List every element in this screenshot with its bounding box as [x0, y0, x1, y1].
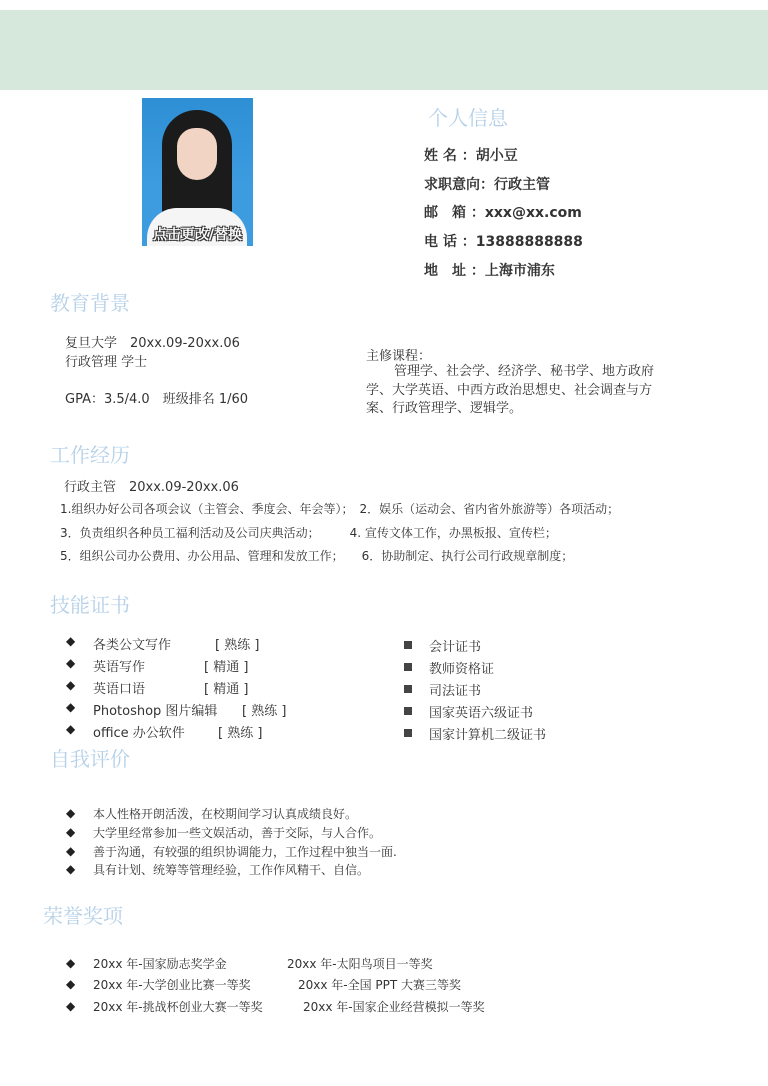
name-label: 姓 名 ： — [424, 148, 476, 164]
diamond-bullet-icon: ◆ — [66, 844, 76, 858]
self-eval-line: 善于沟通，有较强的组织协调能力，工作过程中独当一面. — [93, 845, 397, 859]
cert-item: 司法证书 — [429, 684, 482, 699]
photo-caption: 点击更改/替换 — [152, 227, 243, 243]
diamond-bullet-icon: ◆ — [66, 700, 76, 714]
diamond-bullet-icon: ◆ — [66, 956, 76, 970]
square-bullet-icon — [404, 729, 412, 737]
cert-item: 会计证书 — [429, 640, 482, 655]
diamond-bullet-icon: ◆ — [66, 678, 76, 692]
diamond-bullet-icon: ◆ — [66, 806, 76, 820]
cert-item: 教师资格证 — [429, 662, 495, 677]
work-duty-line: 1.组织办好公司各项会议（主管会、季度会、年会等）； 2．娱乐（运动会、省内省外旅游等）各项活动； — [60, 502, 620, 516]
address-row — [424, 260, 555, 280]
job-row — [424, 174, 550, 194]
personal-info-title: 个人信息 — [428, 106, 508, 130]
diamond-bullet-icon: ◆ — [66, 977, 76, 991]
square-bullet-icon — [404, 663, 412, 671]
skills-title: 技能证书 — [50, 593, 130, 617]
self-eval-line: 本人性格开朗活泼，在校期间学习认真成绩良好。 — [93, 807, 358, 821]
self-eval-title: 自我评价 — [50, 747, 130, 771]
work-role: 行政主管 20xx.09-20xx.06 — [64, 480, 239, 495]
square-bullet-icon — [404, 707, 412, 715]
profile-photo[interactable] — [142, 98, 253, 246]
diamond-bullet-icon: ◆ — [66, 656, 76, 670]
honor-item: 20xx 年-太阳鸟项目一等奖 — [287, 957, 433, 971]
work-title: 工作经历 — [50, 443, 130, 467]
job-value: 行政主管 — [494, 177, 550, 193]
honor-item: 20xx 年-挑战杯创业大赛一等奖 — [93, 1000, 263, 1014]
education-title: 教育背景 — [50, 291, 130, 315]
email-label: 邮 箱 ： — [424, 205, 485, 221]
diamond-bullet-icon: ◆ — [66, 999, 76, 1013]
honor-item: 20xx 年-全国 PPT 大赛三等奖 — [298, 978, 462, 992]
square-bullet-icon — [404, 641, 412, 649]
email-value: xxx@xx.com — [484, 205, 582, 221]
work-duty-line: 5．组织公司办公费用、办公用品、管理和发放工作； 6．协助制定、执行公司行政规章制度； — [60, 549, 574, 563]
phone-row — [424, 231, 583, 251]
name-value: 胡小豆 — [475, 148, 518, 164]
self-eval-line: 大学里经常参加一些文娱活动，善于交际，与人合作。 — [93, 826, 382, 840]
diamond-bullet-icon: ◆ — [66, 722, 76, 736]
skill-level: [ 熟练 ] — [242, 704, 287, 719]
skill-level: [ 精通 ] — [204, 660, 249, 675]
honor-item: 20xx 年-大学创业比赛一等奖 — [93, 978, 251, 992]
education-major: 行政管理 学士 — [65, 355, 148, 370]
skill-name: 英语写作 — [93, 660, 146, 675]
photo-face — [177, 128, 217, 180]
address-value: 上海市浦东 — [484, 263, 555, 279]
phone-value: 13888888888 — [475, 234, 583, 250]
diamond-bullet-icon: ◆ — [66, 862, 76, 876]
self-eval-line: 具有计划、统筹等管理经验，工作作风精干、自信。 — [93, 863, 370, 877]
skill-name: office 办公软件 — [93, 726, 185, 741]
name-row — [424, 145, 518, 165]
honors-title: 荣誉奖项 — [43, 904, 123, 928]
skill-level: [ 熟练 ] — [215, 638, 260, 653]
courses-label: 主修课程： — [366, 349, 432, 364]
diamond-bullet-icon: ◆ — [66, 634, 76, 648]
skill-level: [ 精通 ] — [204, 682, 249, 697]
education-gpa: GPA：3.5/4.0 班级排名 1/60 — [65, 392, 249, 407]
header-band — [0, 10, 768, 90]
email-row — [424, 202, 582, 222]
phone-label: 电 话 ： — [424, 234, 476, 250]
cert-item: 国家英语六级证书 — [429, 706, 534, 721]
work-duty-line: 3．负责组织各种员工福利活动及公司庆典活动； 4. 宣传文体工作，办黑板报、宣传栏； — [60, 526, 557, 540]
education-school: 复旦大学 20xx.09-20xx.06 — [65, 336, 240, 351]
courses-text: 管理学、社会学、经济学、秘书学、地方政府学、大学英语、中西方政治思想史、社会调查与方案、行政管理学、逻辑学。 — [366, 364, 655, 416]
honor-item: 20xx 年-国家励志奖学金 — [93, 957, 227, 971]
skill-level: [ 熟练 ] — [218, 726, 263, 741]
address-label: 地 址 ： — [424, 263, 485, 279]
honor-item: 20xx 年-国家企业经营模拟一等奖 — [303, 1000, 485, 1014]
square-bullet-icon — [404, 685, 412, 693]
job-label: 求职意向： — [424, 177, 494, 193]
skill-name: Photoshop 图片编辑 — [93, 704, 218, 719]
skill-name: 英语口语 — [93, 682, 146, 697]
diamond-bullet-icon: ◆ — [66, 825, 76, 839]
skill-name: 各类公文写作 — [93, 638, 172, 653]
cert-item: 国家计算机二级证书 — [429, 728, 547, 743]
